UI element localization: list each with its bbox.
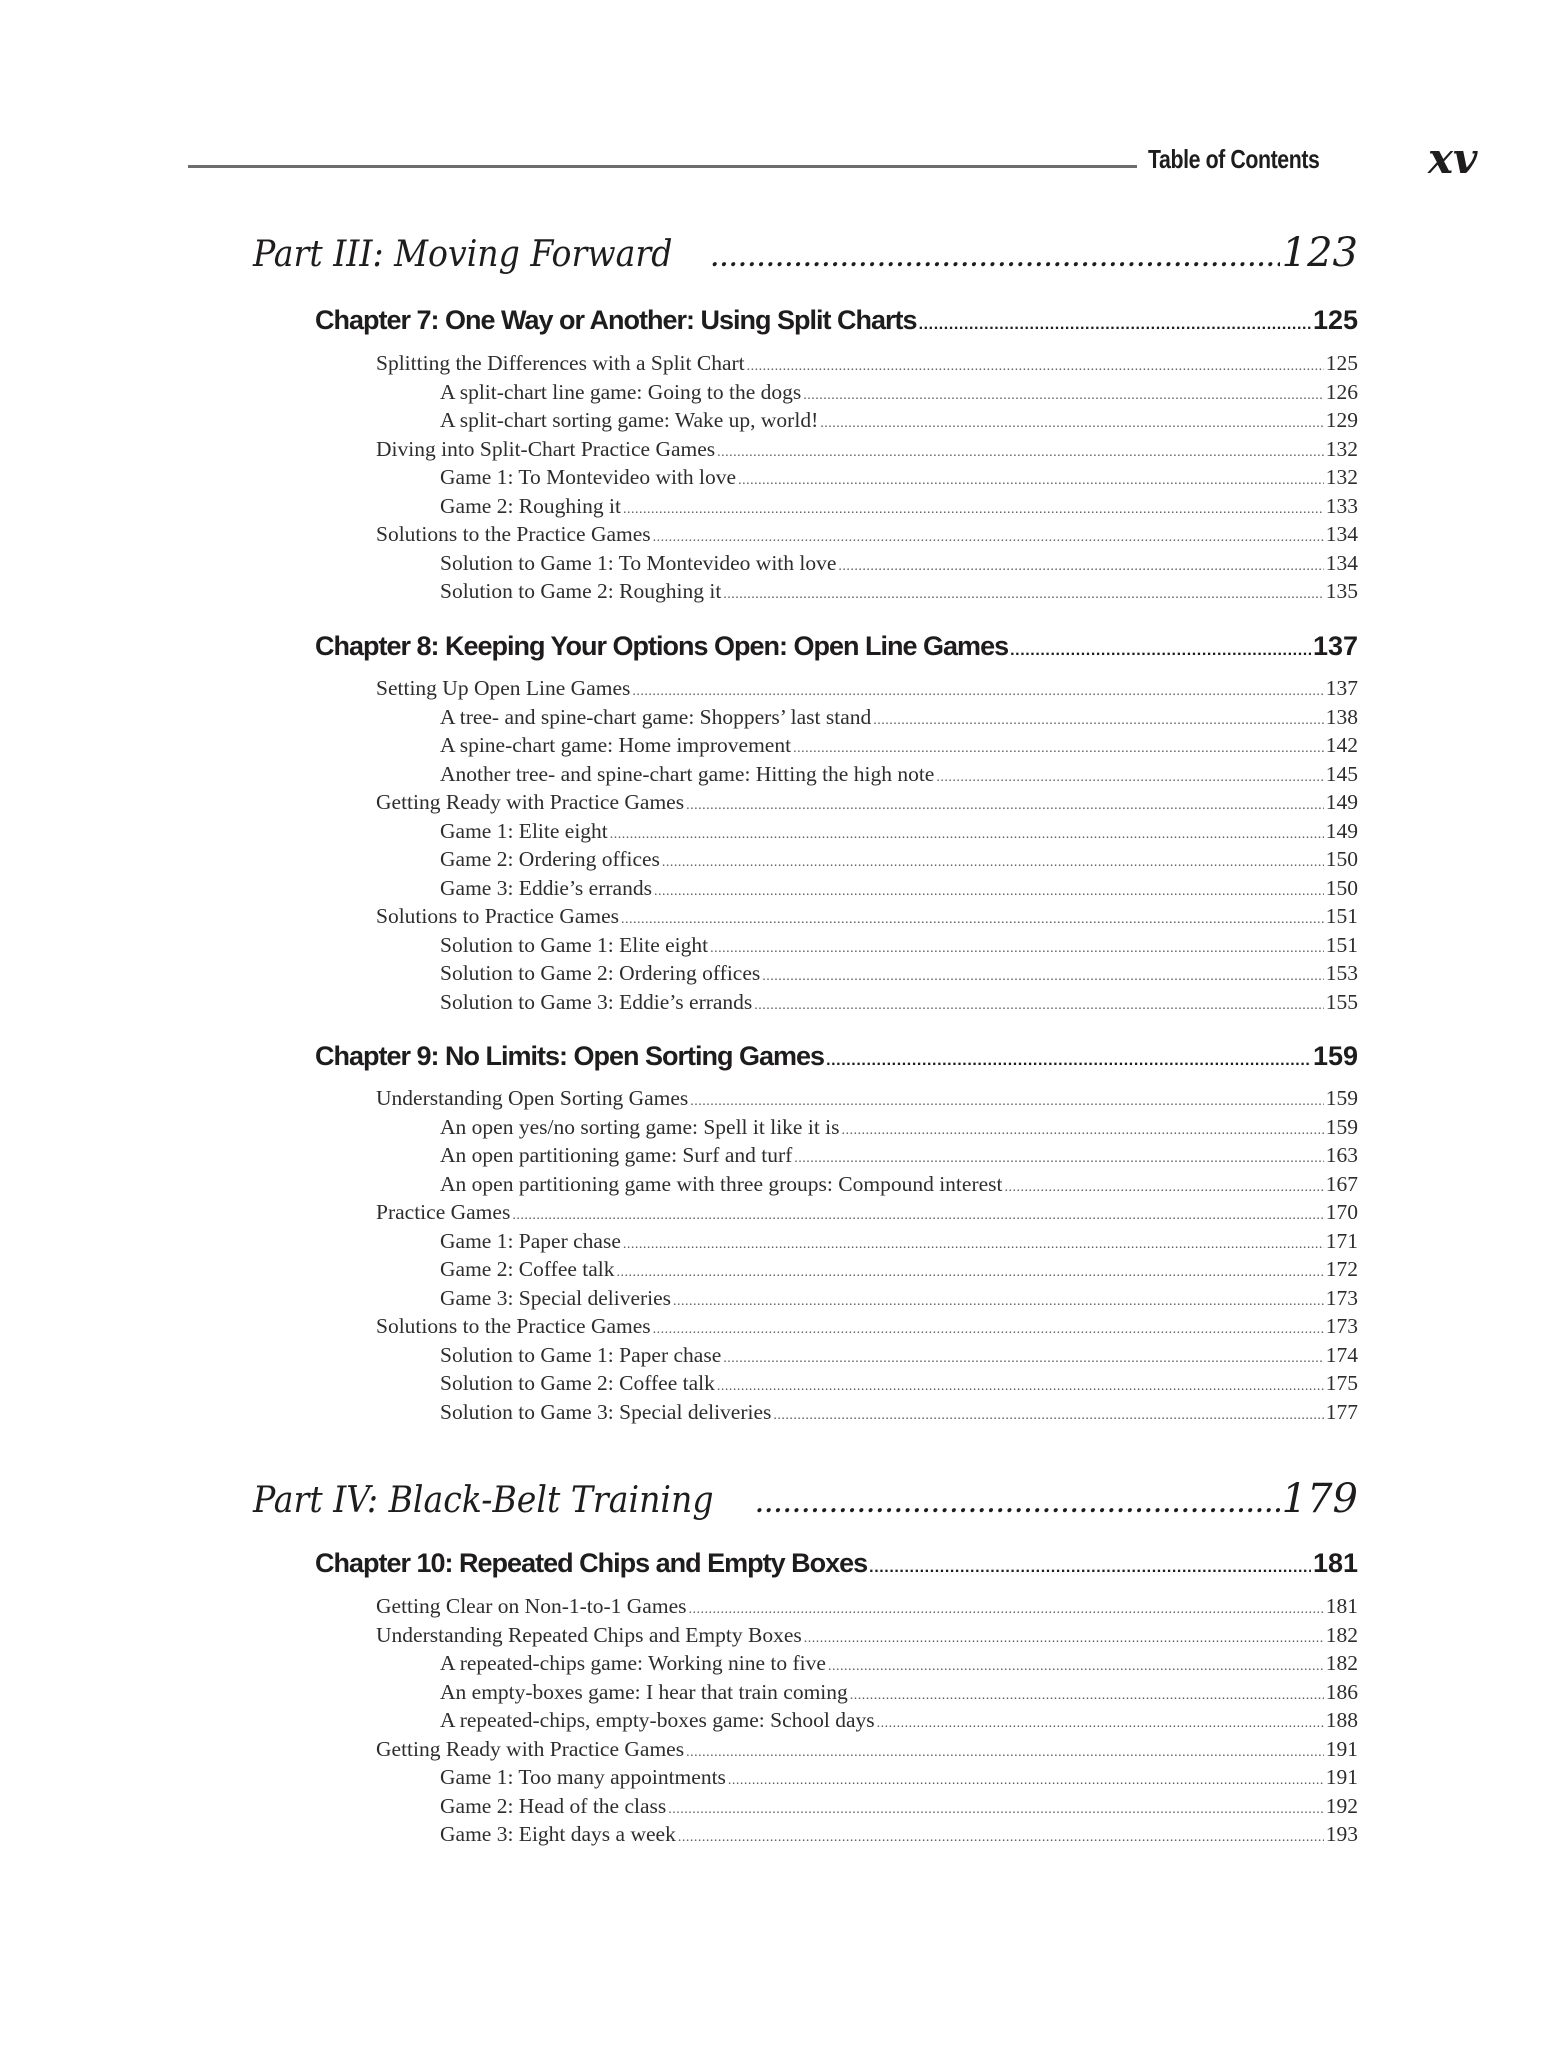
dot-leader <box>1005 1172 1324 1197</box>
dot-leader <box>512 1200 1323 1225</box>
dot-leader <box>803 380 1323 405</box>
entry-page: 137 <box>1325 676 1358 700</box>
toc-entry[interactable] <box>440 551 1358 579</box>
toc-entry[interactable] <box>376 522 1358 550</box>
entry-title: Another tree- and spine-chart game: Hitting the high note <box>440 761 935 786</box>
entry-page: 186 <box>1325 1679 1358 1704</box>
page-number: xv <box>1428 134 1478 183</box>
part-page: 123 <box>1281 230 1358 276</box>
chapter-title: Chapter 7: One Way or Another: Using Split Charts <box>315 305 917 335</box>
entry-page: 125 <box>1325 351 1358 375</box>
entry-page: 174 <box>1325 1342 1358 1367</box>
toc-entry[interactable] <box>440 733 1358 761</box>
entry-page: 173 <box>1325 1285 1358 1310</box>
entry-title: A split-chart line game: Going to the dogs <box>440 379 802 404</box>
toc-entry[interactable] <box>440 408 1358 436</box>
toc-entry[interactable] <box>376 1623 1358 1651</box>
dot-leader <box>654 876 1324 901</box>
entry-page: 193 <box>1325 1822 1358 1846</box>
toc-entry[interactable] <box>440 705 1358 733</box>
toc-entry[interactable] <box>440 1172 1358 1200</box>
dot-leader <box>728 1765 1324 1790</box>
entry-page: 171 <box>1325 1228 1358 1253</box>
toc-entry[interactable] <box>440 1371 1358 1399</box>
entry-page: 182 <box>1325 1651 1358 1675</box>
entry-page: 181 <box>1325 1594 1358 1618</box>
toc-entry[interactable] <box>440 1794 1358 1822</box>
dot-leader <box>723 1343 1324 1368</box>
entry-title: A repeated-chips, empty-boxes game: School days <box>440 1708 875 1732</box>
entry-title: Game 2: Roughing it <box>440 493 621 518</box>
toc-chapter-8[interactable] <box>315 631 1358 665</box>
toc-entry[interactable] <box>376 1594 1358 1622</box>
entry-page: 159 <box>1325 1086 1358 1110</box>
entry-page: 133 <box>1325 493 1358 518</box>
entry-page: 192 <box>1325 1793 1358 1818</box>
chapter-page: 125 <box>1312 305 1358 335</box>
dot-leader <box>668 1794 1323 1819</box>
running-head <box>188 134 1488 183</box>
toc-entry[interactable] <box>440 847 1358 875</box>
dot-leader <box>686 790 1324 815</box>
toc-entry[interactable] <box>440 1229 1358 1257</box>
entry-title: Solutions to the Practice Games <box>376 522 651 546</box>
toc-entry[interactable] <box>440 1343 1358 1371</box>
entry-title: Solution to Game 2: Roughing it <box>440 579 722 603</box>
dot-leader <box>877 1708 1324 1733</box>
entry-page: 159 <box>1325 1114 1358 1139</box>
entry-title: Solution to Game 2: Coffee talk <box>440 1371 715 1395</box>
toc-entry[interactable] <box>376 676 1358 704</box>
entry-page: 145 <box>1325 761 1358 786</box>
entry-title: Understanding Open Sorting Games <box>376 1086 689 1110</box>
toc-entry[interactable] <box>440 1708 1358 1736</box>
entry-page: 132 <box>1325 465 1358 489</box>
entry-title: Diving into Split-Chart Practice Games <box>376 436 716 461</box>
header-rule <box>188 165 1137 168</box>
entry-title: Getting Ready with Practice Games <box>376 790 685 814</box>
entry-title: Game 2: Head of the class <box>440 1793 667 1818</box>
dot-leader <box>673 1286 1324 1311</box>
dot-leader <box>623 1229 1324 1254</box>
toc-entry[interactable] <box>440 579 1358 607</box>
entry-title: Game 2: Ordering offices <box>440 847 660 871</box>
entry-title: Game 1: Too many appointments <box>440 1765 726 1789</box>
toc-chapter-9[interactable] <box>315 1041 1358 1075</box>
toc-entry[interactable] <box>440 380 1358 408</box>
dot-leader <box>794 1143 1323 1168</box>
entry-title: Practice Games <box>376 1200 511 1224</box>
entry-title: Game 1: To Montevideo with love <box>440 465 737 489</box>
dot-leader <box>869 1548 1311 1579</box>
entry-page: 142 <box>1325 733 1358 757</box>
entry-page: 150 <box>1325 847 1358 871</box>
toc-entry[interactable] <box>440 1765 1358 1793</box>
toc-entry[interactable] <box>440 1257 1358 1285</box>
dot-leader <box>711 234 1280 275</box>
entry-page: 132 <box>1325 436 1358 461</box>
dot-leader <box>653 522 1324 547</box>
dot-leader <box>842 1115 1324 1140</box>
dot-leader <box>617 1257 1324 1282</box>
entry-title: Game 1: Paper chase <box>440 1228 621 1253</box>
dot-leader <box>793 733 1324 758</box>
toc-chapter-10[interactable] <box>315 1548 1358 1582</box>
toc-entry[interactable] <box>440 961 1358 989</box>
dot-leader <box>653 1314 1324 1339</box>
toc-entry[interactable] <box>440 465 1358 493</box>
toc-entry[interactable] <box>440 876 1358 904</box>
dot-leader <box>936 762 1323 787</box>
entry-page: 191 <box>1325 1765 1358 1789</box>
toc-entry[interactable] <box>376 437 1358 465</box>
toc-chapter-7[interactable] <box>315 305 1358 339</box>
dot-leader <box>756 1480 1280 1521</box>
entry-title: Solutions to the Practice Games <box>376 1314 651 1338</box>
toc-entry[interactable] <box>376 1737 1358 1765</box>
toc-entry[interactable] <box>440 1680 1358 1708</box>
dot-leader <box>717 1371 1324 1396</box>
entry-title: A repeated-chips game: Working nine to five <box>440 1651 826 1675</box>
toc-entry[interactable] <box>440 1400 1358 1428</box>
entry-page: 138 <box>1325 704 1358 729</box>
entry-title: Game 3: Eddie’s errands <box>440 875 652 900</box>
chapter-title: Chapter 9: No Limits: Open Sorting Games <box>315 1041 825 1071</box>
entry-page: 149 <box>1325 818 1358 843</box>
entry-title: A tree- and spine-chart game: Shoppers’ last stand <box>440 704 872 729</box>
dot-leader <box>623 494 1324 519</box>
toc-entry[interactable] <box>376 1086 1358 1114</box>
dot-leader <box>688 1594 1323 1619</box>
entry-page: 155 <box>1325 989 1358 1014</box>
entry-page: 134 <box>1325 550 1358 575</box>
entry-page: 151 <box>1325 904 1358 928</box>
entry-page: 182 <box>1325 1622 1358 1647</box>
entry-page: 172 <box>1325 1257 1358 1281</box>
entry-page: 163 <box>1325 1143 1358 1167</box>
toc-entry[interactable] <box>440 933 1358 961</box>
entry-title: Solution to Game 1: Paper chase <box>440 1342 722 1367</box>
entry-title: An open partitioning game with three groups: Compound interest <box>440 1171 1003 1196</box>
dot-leader <box>678 1822 1324 1847</box>
dot-leader <box>621 904 1324 929</box>
entry-page: 175 <box>1325 1371 1358 1395</box>
entry-title: Understanding Repeated Chips and Empty Boxes <box>376 1622 802 1647</box>
dot-leader <box>804 1623 1324 1648</box>
entry-title: Game 1: Elite eight <box>440 818 608 843</box>
entry-page: 188 <box>1325 1708 1358 1732</box>
dot-leader <box>690 1086 1323 1111</box>
dot-leader <box>723 579 1323 604</box>
dot-leader <box>717 437 1324 462</box>
part-page: 179 <box>1281 1476 1358 1522</box>
dot-leader <box>850 1680 1324 1705</box>
entry-page: 167 <box>1325 1171 1358 1196</box>
entry-title: Getting Ready with Practice Games <box>376 1736 685 1761</box>
toc-entry[interactable] <box>440 1115 1358 1143</box>
running-head-title: Table of Contents <box>1148 144 1320 174</box>
entry-title: An empty-boxes game: I hear that train coming <box>440 1679 848 1704</box>
entry-page: 149 <box>1325 790 1358 814</box>
chapter-page: 137 <box>1312 631 1358 661</box>
dot-leader <box>762 961 1323 986</box>
entry-title: Game 3: Special deliveries <box>440 1285 672 1310</box>
entry-page: 126 <box>1325 379 1358 404</box>
dot-leader <box>919 305 1311 336</box>
dot-leader <box>838 551 1323 576</box>
toc-entry[interactable] <box>440 1143 1358 1171</box>
dot-leader <box>662 847 1324 872</box>
entry-title: Setting Up Open Line Games <box>376 676 631 700</box>
dot-leader <box>754 990 1323 1015</box>
toc-entry[interactable] <box>376 351 1358 379</box>
entry-title: A split-chart sorting game: Wake up, world! <box>440 408 819 432</box>
dot-leader <box>1010 631 1311 662</box>
dot-leader <box>710 933 1324 958</box>
entry-title: A spine-chart game: Home improvement <box>440 733 792 757</box>
chapter-page: 159 <box>1312 1041 1358 1071</box>
entry-page: 153 <box>1325 961 1358 985</box>
part-title: Part III: Moving Forward <box>253 234 673 275</box>
chapter-page: 181 <box>1312 1548 1358 1578</box>
toc-entry[interactable] <box>440 1286 1358 1314</box>
dot-leader <box>610 819 1324 844</box>
toc-part-4[interactable] <box>253 1476 1358 1526</box>
dot-leader <box>873 705 1323 730</box>
entry-page: 191 <box>1325 1736 1358 1761</box>
chapter-title: Chapter 8: Keeping Your Options Open: Open Line Games <box>315 631 1009 661</box>
toc-entry[interactable] <box>376 1314 1358 1342</box>
entry-page: 150 <box>1325 875 1358 900</box>
entry-title: Solution to Game 1: To Montevideo with love <box>440 550 837 575</box>
entry-title: An open yes/no sorting game: Spell it like it is <box>440 1114 840 1139</box>
toc-entry[interactable] <box>376 904 1358 932</box>
dot-leader <box>773 1400 1323 1425</box>
entry-title: Solution to Game 3: Eddie’s errands <box>440 989 753 1014</box>
toc-entry[interactable] <box>376 790 1358 818</box>
toc-entry[interactable] <box>440 494 1358 522</box>
entry-page: 170 <box>1325 1200 1358 1224</box>
dot-leader <box>747 351 1324 376</box>
dot-leader <box>826 1041 1311 1072</box>
entry-page: 177 <box>1325 1399 1358 1424</box>
entry-title: Game 2: Coffee talk <box>440 1257 615 1281</box>
dot-leader <box>738 465 1324 490</box>
entry-page: 135 <box>1325 579 1358 603</box>
entry-title: An open partitioning game: Surf and turf <box>440 1143 793 1167</box>
dot-leader <box>828 1651 1324 1676</box>
entry-title: Splitting the Differences with a Split Chart <box>376 351 745 375</box>
part-title: Part IV: Black-Belt Training <box>253 1480 714 1521</box>
entry-title: Solution to Game 2: Ordering offices <box>440 961 761 985</box>
entry-title: Solution to Game 3: Special deliveries <box>440 1399 772 1424</box>
entry-title: Getting Clear on Non-1-to-1 Games <box>376 1594 687 1618</box>
toc-entry[interactable] <box>440 990 1358 1018</box>
dot-leader <box>820 408 1324 433</box>
toc-entry[interactable] <box>440 762 1358 790</box>
entry-page: 173 <box>1325 1314 1358 1338</box>
entry-title: Solution to Game 1: Elite eight <box>440 932 709 957</box>
entry-title: Game 3: Eight days a week <box>440 1822 676 1846</box>
toc-entry[interactable] <box>440 1651 1358 1679</box>
toc-entry[interactable] <box>440 819 1358 847</box>
entry-page: 134 <box>1325 522 1358 546</box>
entry-title: Solutions to Practice Games <box>376 904 620 928</box>
toc-part-3[interactable] <box>253 230 1358 280</box>
entry-page: 151 <box>1325 932 1358 957</box>
chapter-title: Chapter 10: Repeated Chips and Empty Boxes <box>315 1548 868 1578</box>
entry-page: 129 <box>1325 408 1358 432</box>
dot-leader <box>632 676 1323 701</box>
toc-entry[interactable] <box>376 1200 1358 1228</box>
dot-leader <box>686 1737 1324 1762</box>
toc-entry[interactable] <box>440 1822 1358 1850</box>
